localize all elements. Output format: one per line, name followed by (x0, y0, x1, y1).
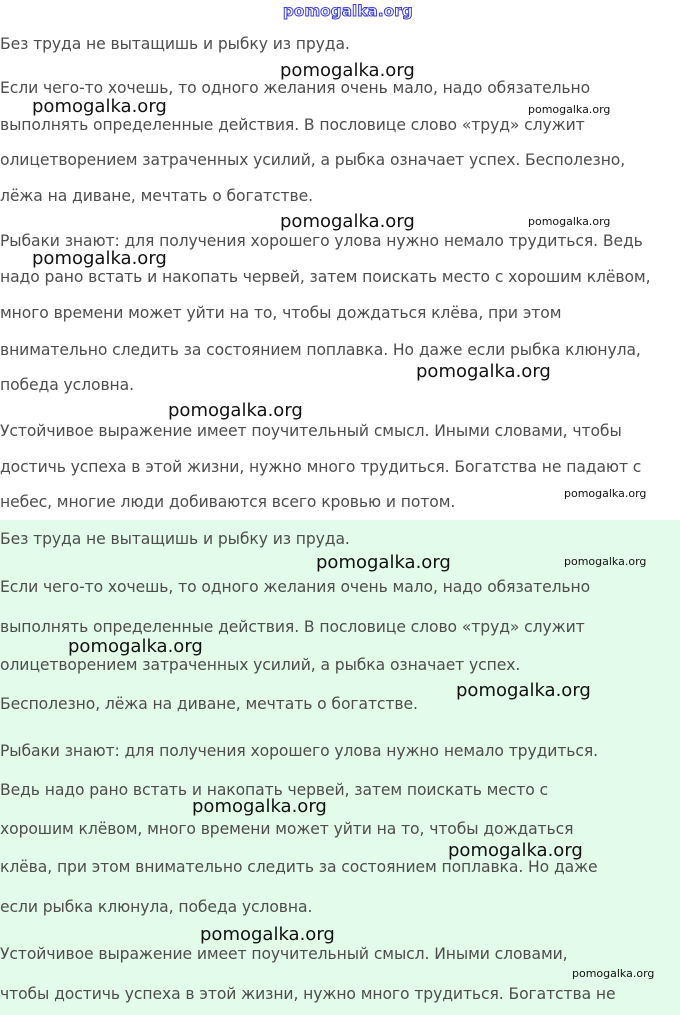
watermark: pomogalka.org (32, 96, 167, 117)
text-line: олицетворением затраченных усилий, а рыбка означает успех. (0, 656, 521, 674)
watermark: pomogalka.org (564, 555, 647, 568)
text-line: олицетворением затраченных усилий, а рыбка означает успех. Бесполезно, (0, 151, 626, 169)
watermark: pomogalka.org (528, 215, 611, 228)
text-line: Рыбаки знают: для получения хорошего улова нужно немало трудиться. (0, 742, 599, 760)
text-line: Ведь надо рано встать и накопать червей, затем поискать место с (0, 781, 549, 799)
text-line: достичь успеха в этой жизни, нужно много трудиться. Богатства не падают с (0, 458, 642, 476)
watermark: pomogalka.org (32, 248, 167, 269)
watermark: pomogalka.org (192, 796, 327, 817)
watermark: pomogalka.org (68, 636, 203, 657)
text-line: Если чего-то хочешь, то одного желания очень мало, надо обязательно (0, 79, 591, 97)
watermark: pomogalka.org (448, 840, 583, 861)
text-line: хорошим клёвом, много времени может уйти на то, чтобы дождаться (0, 820, 574, 838)
watermark: pomogalka.org (200, 924, 335, 945)
site-header-logo[interactable]: pomogalka.org (283, 2, 413, 20)
text-line: Устойчивое выражение имеет поучительный смысл. Иными словами, (0, 945, 568, 963)
text-line: чтобы достичь успеха в этой жизни, нужно много трудиться. Богатства не (0, 985, 616, 1003)
watermark: pomogalka.org (456, 680, 591, 701)
text-line: лёжа на диване, мечтать о богатстве. (0, 187, 313, 205)
watermark: pomogalka.org (572, 967, 655, 980)
essay-section-highlighted (0, 520, 680, 1015)
text-line: надо рано встать и накопать червей, затем поискать место с хорошим клёвом, (0, 268, 651, 286)
text-line: выполнять определенные действия. В пословице слово «труд» служит (0, 618, 585, 636)
watermark: pomogalka.org (416, 361, 551, 382)
text-line: Устойчивое выражение имеет поучительный смысл. Иными словами, чтобы (0, 422, 622, 440)
text-line: внимательно следить за состоянием поплавка. Но даже если рыбка клюнула, (0, 341, 641, 359)
text-line: Если чего-то хочешь, то одного желания очень мало, надо обязательно (0, 578, 591, 596)
text-line: победа условна. (0, 376, 134, 394)
watermark: pomogalka.org (280, 211, 415, 232)
text-line: Бесполезно, лёжа на диване, мечтать о богатстве. (0, 695, 418, 713)
text-line: много времени может уйти на то, чтобы дождаться клёва, при этом (0, 304, 562, 322)
text-line: небес, многие люди добиваются всего кровью и потом. (0, 493, 456, 511)
watermark: pomogalka.org (280, 60, 415, 81)
text-line: Без труда не вытащишь и рыбку из пруда. (0, 35, 350, 53)
watermark: pomogalka.org (168, 400, 303, 421)
text-line: Без труда не вытащишь и рыбку из пруда. (0, 530, 350, 548)
text-line: если рыбка клюнула, победа условна. (0, 898, 313, 916)
text-line: Рыбаки знают: для получения хорошего улова нужно немало трудиться. Ведь (0, 232, 643, 250)
watermark: pomogalka.org (528, 103, 611, 116)
text-line: выполнять определенные действия. В пословице слово «труд» служит (0, 116, 585, 134)
text-line: клёва, при этом внимательно следить за состоянием поплавка. Но даже (0, 858, 598, 876)
watermark: pomogalka.org (316, 552, 451, 573)
watermark: pomogalka.org (564, 487, 647, 500)
